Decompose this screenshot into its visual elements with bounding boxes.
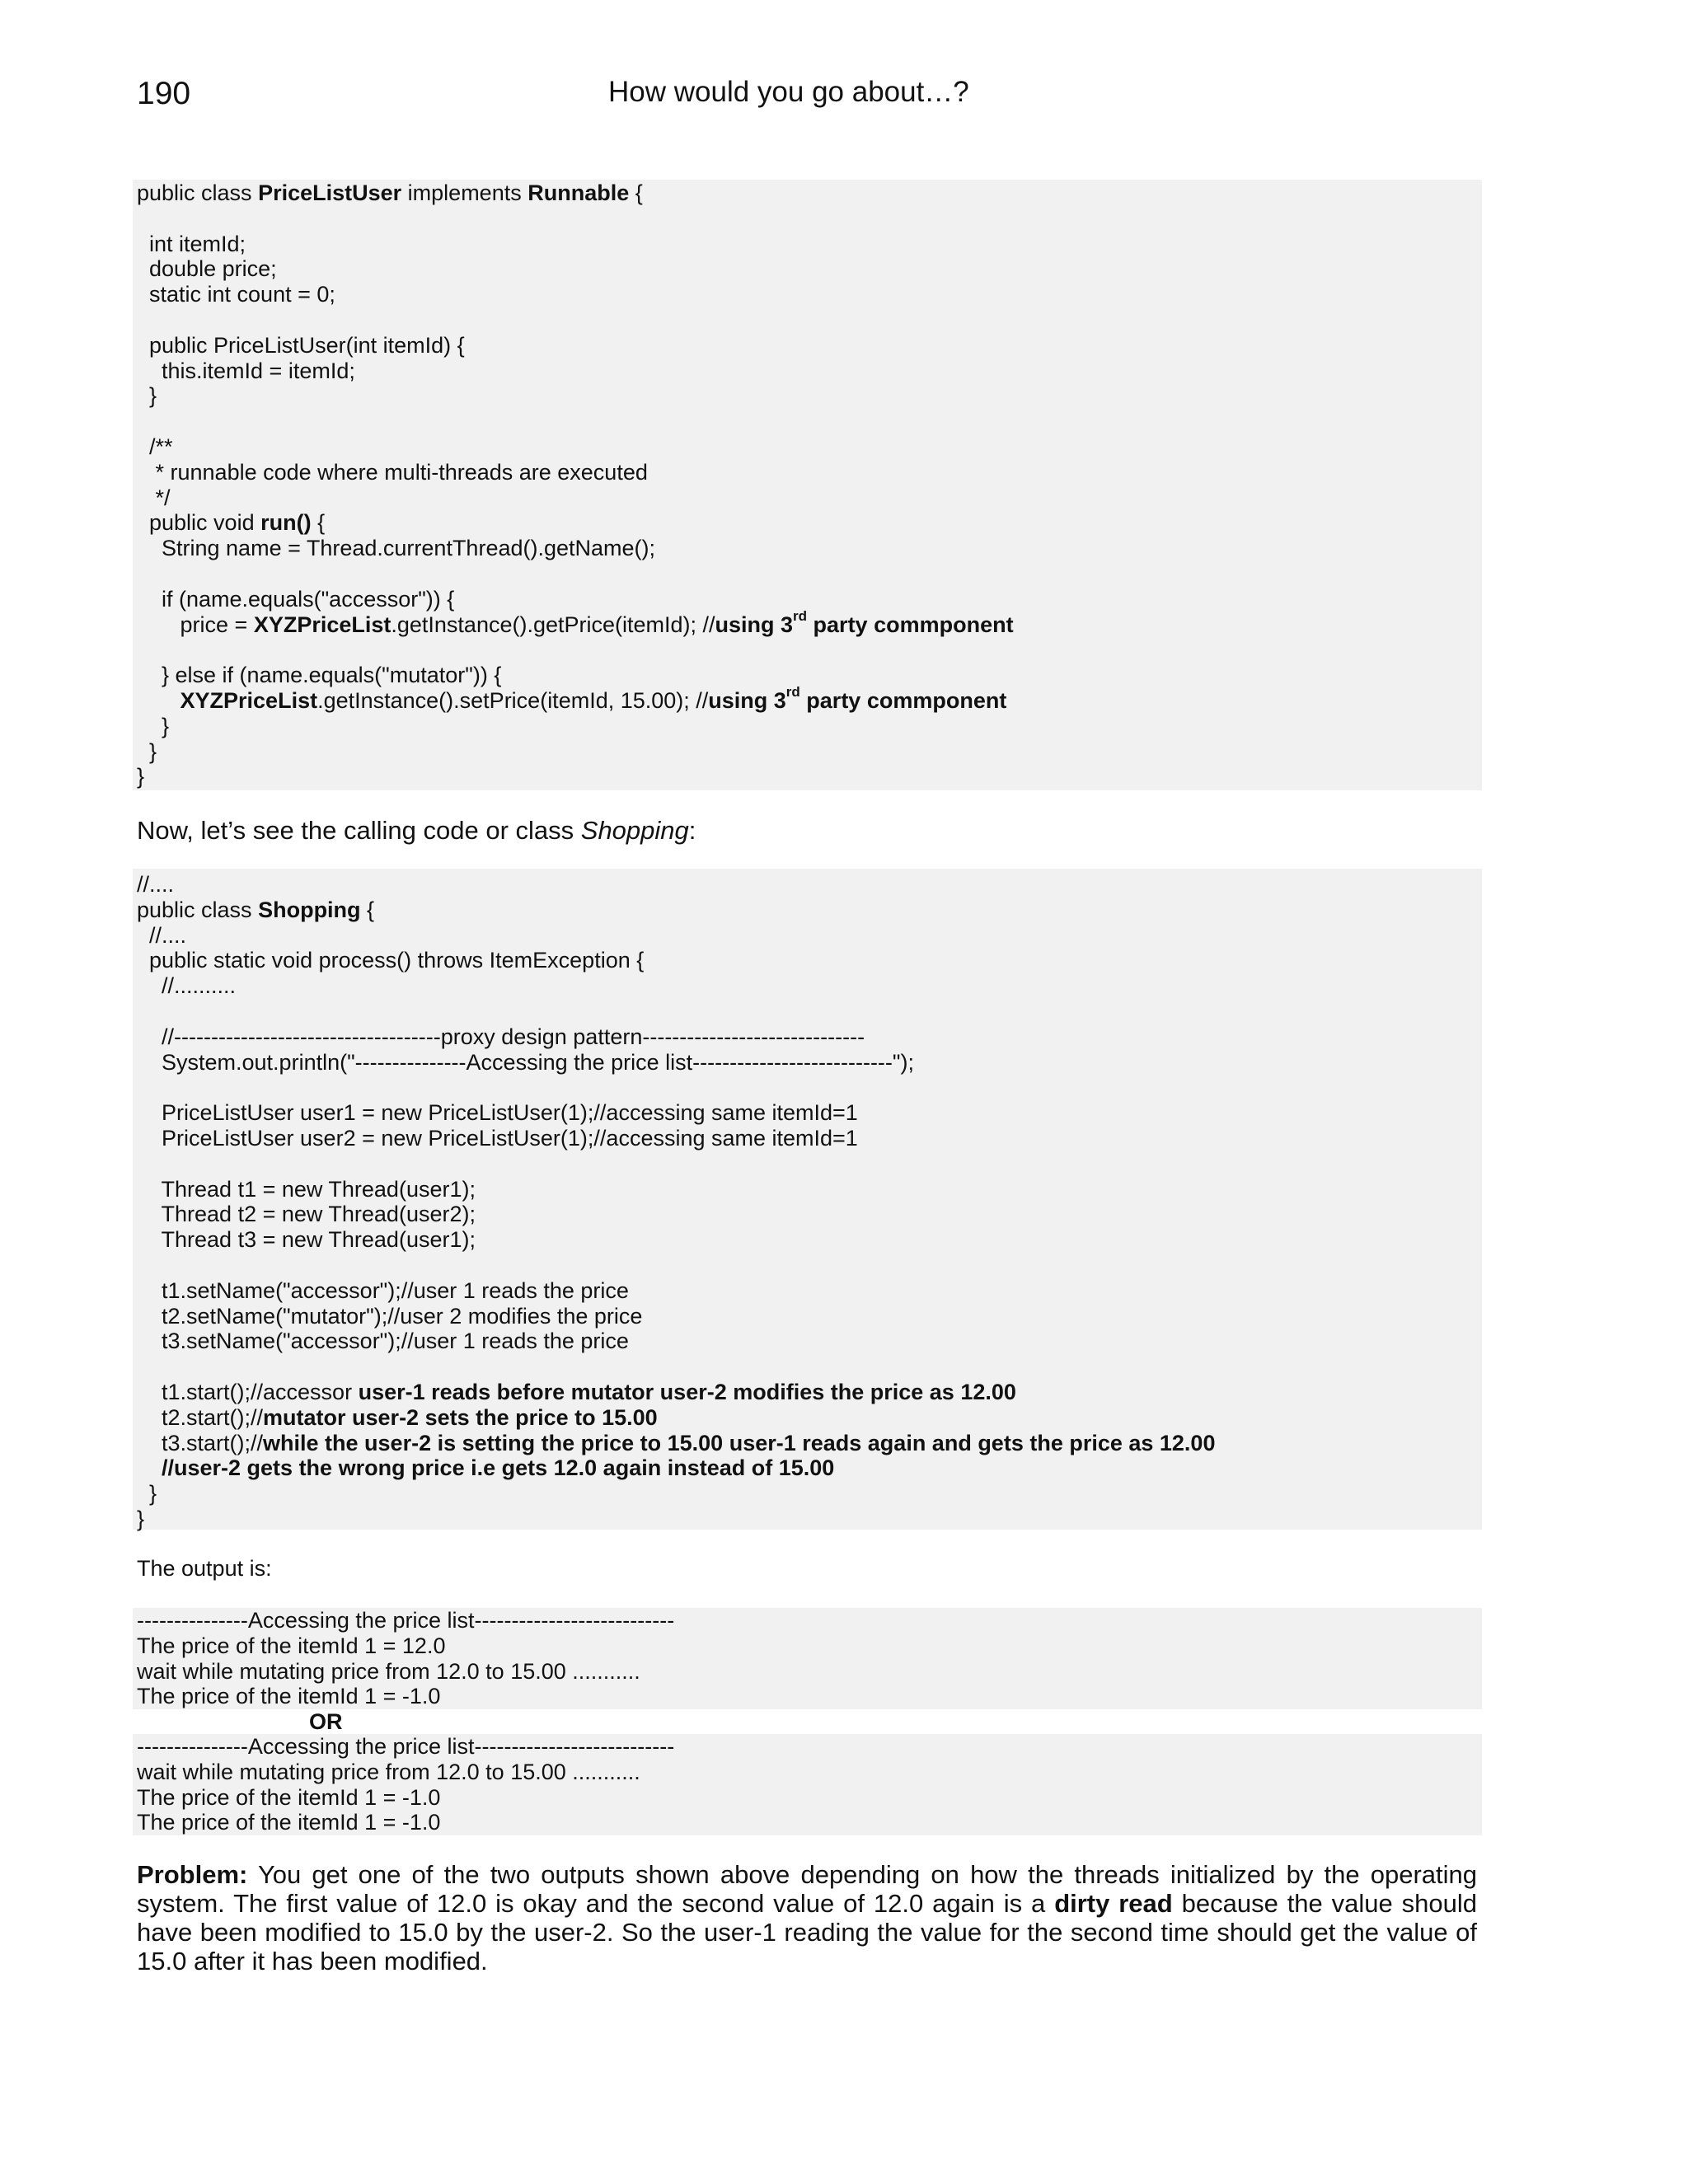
code-line — [137, 485, 1482, 511]
code-segment: //.... — [137, 922, 187, 948]
code-segment: t2.start();// — [137, 1404, 264, 1430]
code-segment: implements — [401, 180, 528, 205]
code-segment: * runnable code where multi-threads are executed — [137, 459, 648, 485]
code-line — [137, 1126, 1482, 1151]
code-segment: t3.setName("accessor");//user 1 reads the price — [137, 1329, 629, 1354]
code-segment: using 3 — [708, 687, 786, 713]
code-segment: party commponent — [799, 687, 1007, 713]
code-line — [137, 872, 1482, 898]
code-line — [137, 714, 1482, 739]
code-line — [137, 409, 1482, 434]
code-segment: public void — [137, 510, 261, 536]
code-segment: } — [137, 738, 157, 764]
code-segment: int itemId; — [137, 231, 246, 256]
output-line: wait while mutating price from 12.0 to 15.00 ........... — [137, 1658, 640, 1684]
code-line — [137, 1227, 1482, 1253]
code-line — [137, 1380, 1482, 1405]
code-segment: System.out.println("---------------Accessing the price list---------------------------"); — [137, 1049, 914, 1075]
code-segment: static int count = 0; — [137, 282, 335, 307]
code-line — [137, 180, 1482, 206]
problem-paragraph — [137, 1860, 1477, 1975]
code-segment: } — [137, 713, 170, 738]
code-segment: PriceListUser user1 = new PriceListUser(1);//accessing same itemId=1 — [137, 1100, 858, 1126]
code-segment: using 3 — [715, 612, 794, 637]
code-segment: rd — [793, 607, 808, 624]
code-segment: user-1 reads before mutator user-2 modifies the price as 12.00 — [358, 1379, 1016, 1404]
code-segment: Thread t3 = new Thread(user1); — [137, 1227, 476, 1253]
problem-text-1: You get one of the two outputs shown above depending on how the threads initialized by the operating system. The first value of 12.0 is okay and the second value of 12.0 again is a — [137, 1860, 1477, 1918]
code-line — [137, 1278, 1482, 1304]
code-segment: //user-2 gets the wrong price i.e gets 12.0 again instead of 15.00 — [137, 1455, 835, 1481]
code-line — [137, 764, 1482, 790]
output-line: wait while mutating price from 12.0 to 15.00 ........... — [137, 1759, 640, 1784]
code-line — [137, 1431, 1482, 1456]
code-segment — [137, 688, 181, 713]
running-head: How would you go about…? — [608, 76, 969, 108]
code-segment: public class — [137, 180, 259, 205]
code-line — [137, 1151, 1482, 1177]
code-line — [137, 923, 1482, 949]
code-line — [137, 1481, 1482, 1507]
code-line — [137, 536, 1482, 561]
code-line — [137, 898, 1482, 923]
code-line — [137, 510, 1482, 536]
code-line — [137, 359, 1482, 384]
code-line — [137, 1455, 1482, 1481]
intro-class-name: Shopping — [580, 816, 689, 845]
code-segment: PriceListUser user2 = new PriceListUser(1);//accessing same itemId=1 — [137, 1125, 858, 1151]
output-intro: The output is: — [137, 1556, 272, 1581]
code-line — [137, 607, 1482, 638]
code-segment: { — [311, 510, 326, 536]
code-line — [137, 663, 1482, 688]
code-segment: //.... — [137, 872, 175, 897]
code-line — [137, 1050, 1482, 1076]
code-segment: rd — [785, 683, 800, 700]
code-line — [137, 1075, 1482, 1100]
code-line — [137, 383, 1482, 409]
code-line — [137, 1354, 1482, 1380]
code-segment: public static void process() throws ItemException { — [137, 948, 645, 973]
code-line — [137, 206, 1482, 232]
code-line — [137, 434, 1482, 460]
code-segment: } — [137, 764, 145, 790]
code-segment: double price; — [137, 256, 277, 282]
problem-label: Problem: — [137, 1860, 248, 1889]
code-block-pricelistuser — [133, 180, 1482, 790]
output-line: The price of the itemId 1 = -1.0 — [137, 1784, 441, 1810]
code-segment: public class — [137, 897, 259, 922]
code-segment: t1.setName("accessor");//user 1 reads the price — [137, 1277, 629, 1303]
output-block-1 — [133, 1608, 1482, 1709]
code-segment: Thread t1 = new Thread(user1); — [137, 1176, 476, 1202]
code-line — [137, 1507, 1482, 1532]
problem-text-2: because the value should have been modified to 15.0 by the user-2. So the user-1 reading the value for the second time should get the value of 15.0 after it has been modified. — [137, 1889, 1477, 1975]
code-segment: */ — [137, 485, 171, 510]
code-segment: String name = Thread.currentThread().getName(); — [137, 536, 656, 561]
code-segment: this.itemId = itemId; — [137, 358, 355, 383]
code-line — [137, 948, 1482, 973]
output-line: ---------------Accessing the price list--------------------------- — [137, 1734, 675, 1759]
code-line — [137, 1304, 1482, 1329]
code-segment: .getInstance().setPrice(itemId, 15.00); // — [317, 687, 709, 713]
code-line — [137, 999, 1482, 1024]
code-segment: } else if (name.equals("mutator")) { — [137, 663, 502, 688]
code-segment: while the user-2 is setting the price to 15.00 user-1 reads again and gets the price as 12.00 — [263, 1430, 1216, 1455]
code-segment: Runnable — [528, 180, 630, 205]
code-line — [137, 307, 1482, 333]
output-block-2 — [133, 1734, 1482, 1835]
code-segment: .getInstance().getPrice(itemId); // — [391, 612, 715, 637]
output-line: The price of the itemId 1 = 12.0 — [137, 1633, 446, 1658]
code-segment: /** — [137, 434, 173, 459]
code-line — [137, 1405, 1482, 1431]
code-segment: } — [137, 1481, 157, 1507]
code-line — [137, 973, 1482, 999]
code-line — [137, 637, 1482, 663]
code-line — [137, 1253, 1482, 1278]
code-line — [137, 1177, 1482, 1202]
code-line — [137, 256, 1482, 282]
code-segment: { — [360, 897, 375, 922]
output-line: The price of the itemId 1 = -1.0 — [137, 1810, 441, 1835]
code-segment: if (name.equals("accessor")) { — [137, 586, 455, 612]
code-line — [137, 561, 1482, 587]
output-line: The price of the itemId 1 = -1.0 — [137, 1684, 441, 1709]
code-line — [137, 587, 1482, 612]
code-segment: XYZPriceList — [180, 687, 318, 713]
intro-paragraph — [137, 816, 696, 846]
code-line — [137, 739, 1482, 765]
or-label: OR — [309, 1709, 343, 1734]
code-segment: Shopping — [258, 897, 361, 922]
code-segment: t3.start();// — [137, 1430, 264, 1455]
code-segment: PriceListUser — [258, 180, 402, 205]
code-segment: t2.setName("mutator");//user 2 modifies the price — [137, 1303, 643, 1329]
code-segment: price = — [137, 612, 254, 637]
code-line — [137, 1329, 1482, 1354]
intro-text: Now, let’s see the calling code or class — [137, 816, 581, 845]
code-segment: XYZPriceList — [253, 612, 392, 637]
intro-tail: : — [688, 816, 696, 845]
code-segment: run() — [260, 510, 312, 536]
code-block-shopping — [133, 869, 1482, 1530]
code-line — [137, 333, 1482, 359]
code-line — [137, 232, 1482, 257]
code-segment: Thread t2 = new Thread(user2); — [137, 1202, 476, 1227]
code-segment: } — [137, 383, 157, 409]
output-line: ---------------Accessing the price list--------------------------- — [137, 1608, 675, 1633]
code-segment: { — [629, 180, 643, 205]
code-segment: mutator user-2 sets the price to 15.00 — [263, 1404, 658, 1430]
code-segment: t1.start();//accessor — [137, 1379, 359, 1404]
code-segment: } — [137, 1506, 145, 1531]
code-line — [137, 1100, 1482, 1126]
page-number: 190 — [137, 76, 191, 111]
dirty-read-term: dirty read — [1054, 1889, 1173, 1918]
code-line — [137, 282, 1482, 307]
code-segment: //.......... — [137, 973, 237, 999]
code-line — [137, 1202, 1482, 1227]
code-segment: //------------------------------------proxy design pattern------------------------------ — [137, 1024, 865, 1049]
code-segment: public PriceListUser(int itemId) { — [137, 332, 465, 358]
code-line — [137, 683, 1482, 714]
code-segment: party commponent — [807, 612, 1014, 637]
code-line — [137, 460, 1482, 485]
code-line — [137, 1024, 1482, 1050]
